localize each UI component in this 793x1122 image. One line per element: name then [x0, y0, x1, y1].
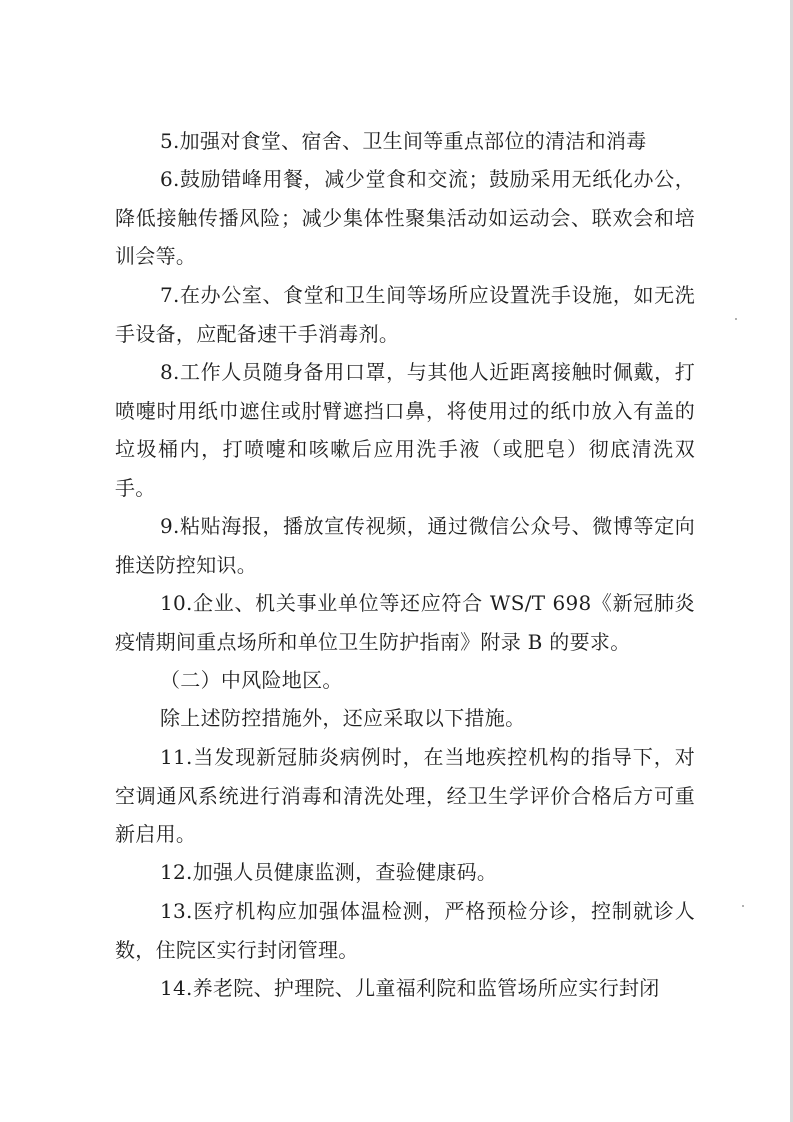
paragraph-item-7: 7.在办公室、食堂和卫生间等场所应设置洗手设施，如无洗手设备，应配备速干手消毒剂。 — [115, 283, 695, 346]
scan-speck — [735, 318, 737, 320]
paragraph-item-5: 5.加强对食堂、宿舍、卫生间等重点部位的清洁和消毒 — [160, 129, 647, 153]
paragraph-item-11: 11.当发现新冠肺炎病例时，在当地疾控机构的指导下，对空调通风系统进行消毒和清洗处理，经卫生学评价合格后方可重新启用。 — [115, 745, 695, 846]
paragraph-item-8: 8.工作人员随身备用口罩，与其他人近距离接触时佩戴，打喷嚏时用纸巾遮住或肘臂遮挡口鼻，将使用过的纸巾放入有盖的垃圾桶内，打喷嚏和咳嗽后应用洗手液（或肥皂）彻底清洗双手。 — [115, 360, 695, 500]
paragraph-item-14: 14.养老院、护理院、儿童福利院和监管场所应实行封闭 — [160, 976, 660, 1000]
paragraph-item-13: 13.医疗机构应加强体温检测，严格预检分诊，控制就诊人数，住院区实行封闭管理。 — [115, 899, 695, 962]
paragraph-intro: 除上述防控措施外，还应采取以下措施。 — [160, 706, 526, 730]
paragraph-item-10: 10.企业、机关事业单位等还应符合 WS/T 698《新冠肺炎疫情期间重点场所和单位卫生防护指南》附录 B 的要求。 — [115, 591, 695, 654]
paragraph-item-6: 6.鼓励错峰用餐，减少堂食和交流；鼓励采用无纸化办公，降低接触传播风险；减少集体性聚集活动如运动会、联欢会和培训会等。 — [115, 167, 695, 268]
section-heading-medium-risk: （二）中风险地区。 — [160, 668, 343, 692]
paragraph-item-9: 9.粘贴海报，播放宣传视频，通过微信公众号、微博等定向推送防控知识。 — [115, 514, 695, 577]
paragraph-item-12: 12.加强人员健康监测，查验健康码。 — [160, 860, 498, 884]
scan-speck — [742, 905, 744, 907]
